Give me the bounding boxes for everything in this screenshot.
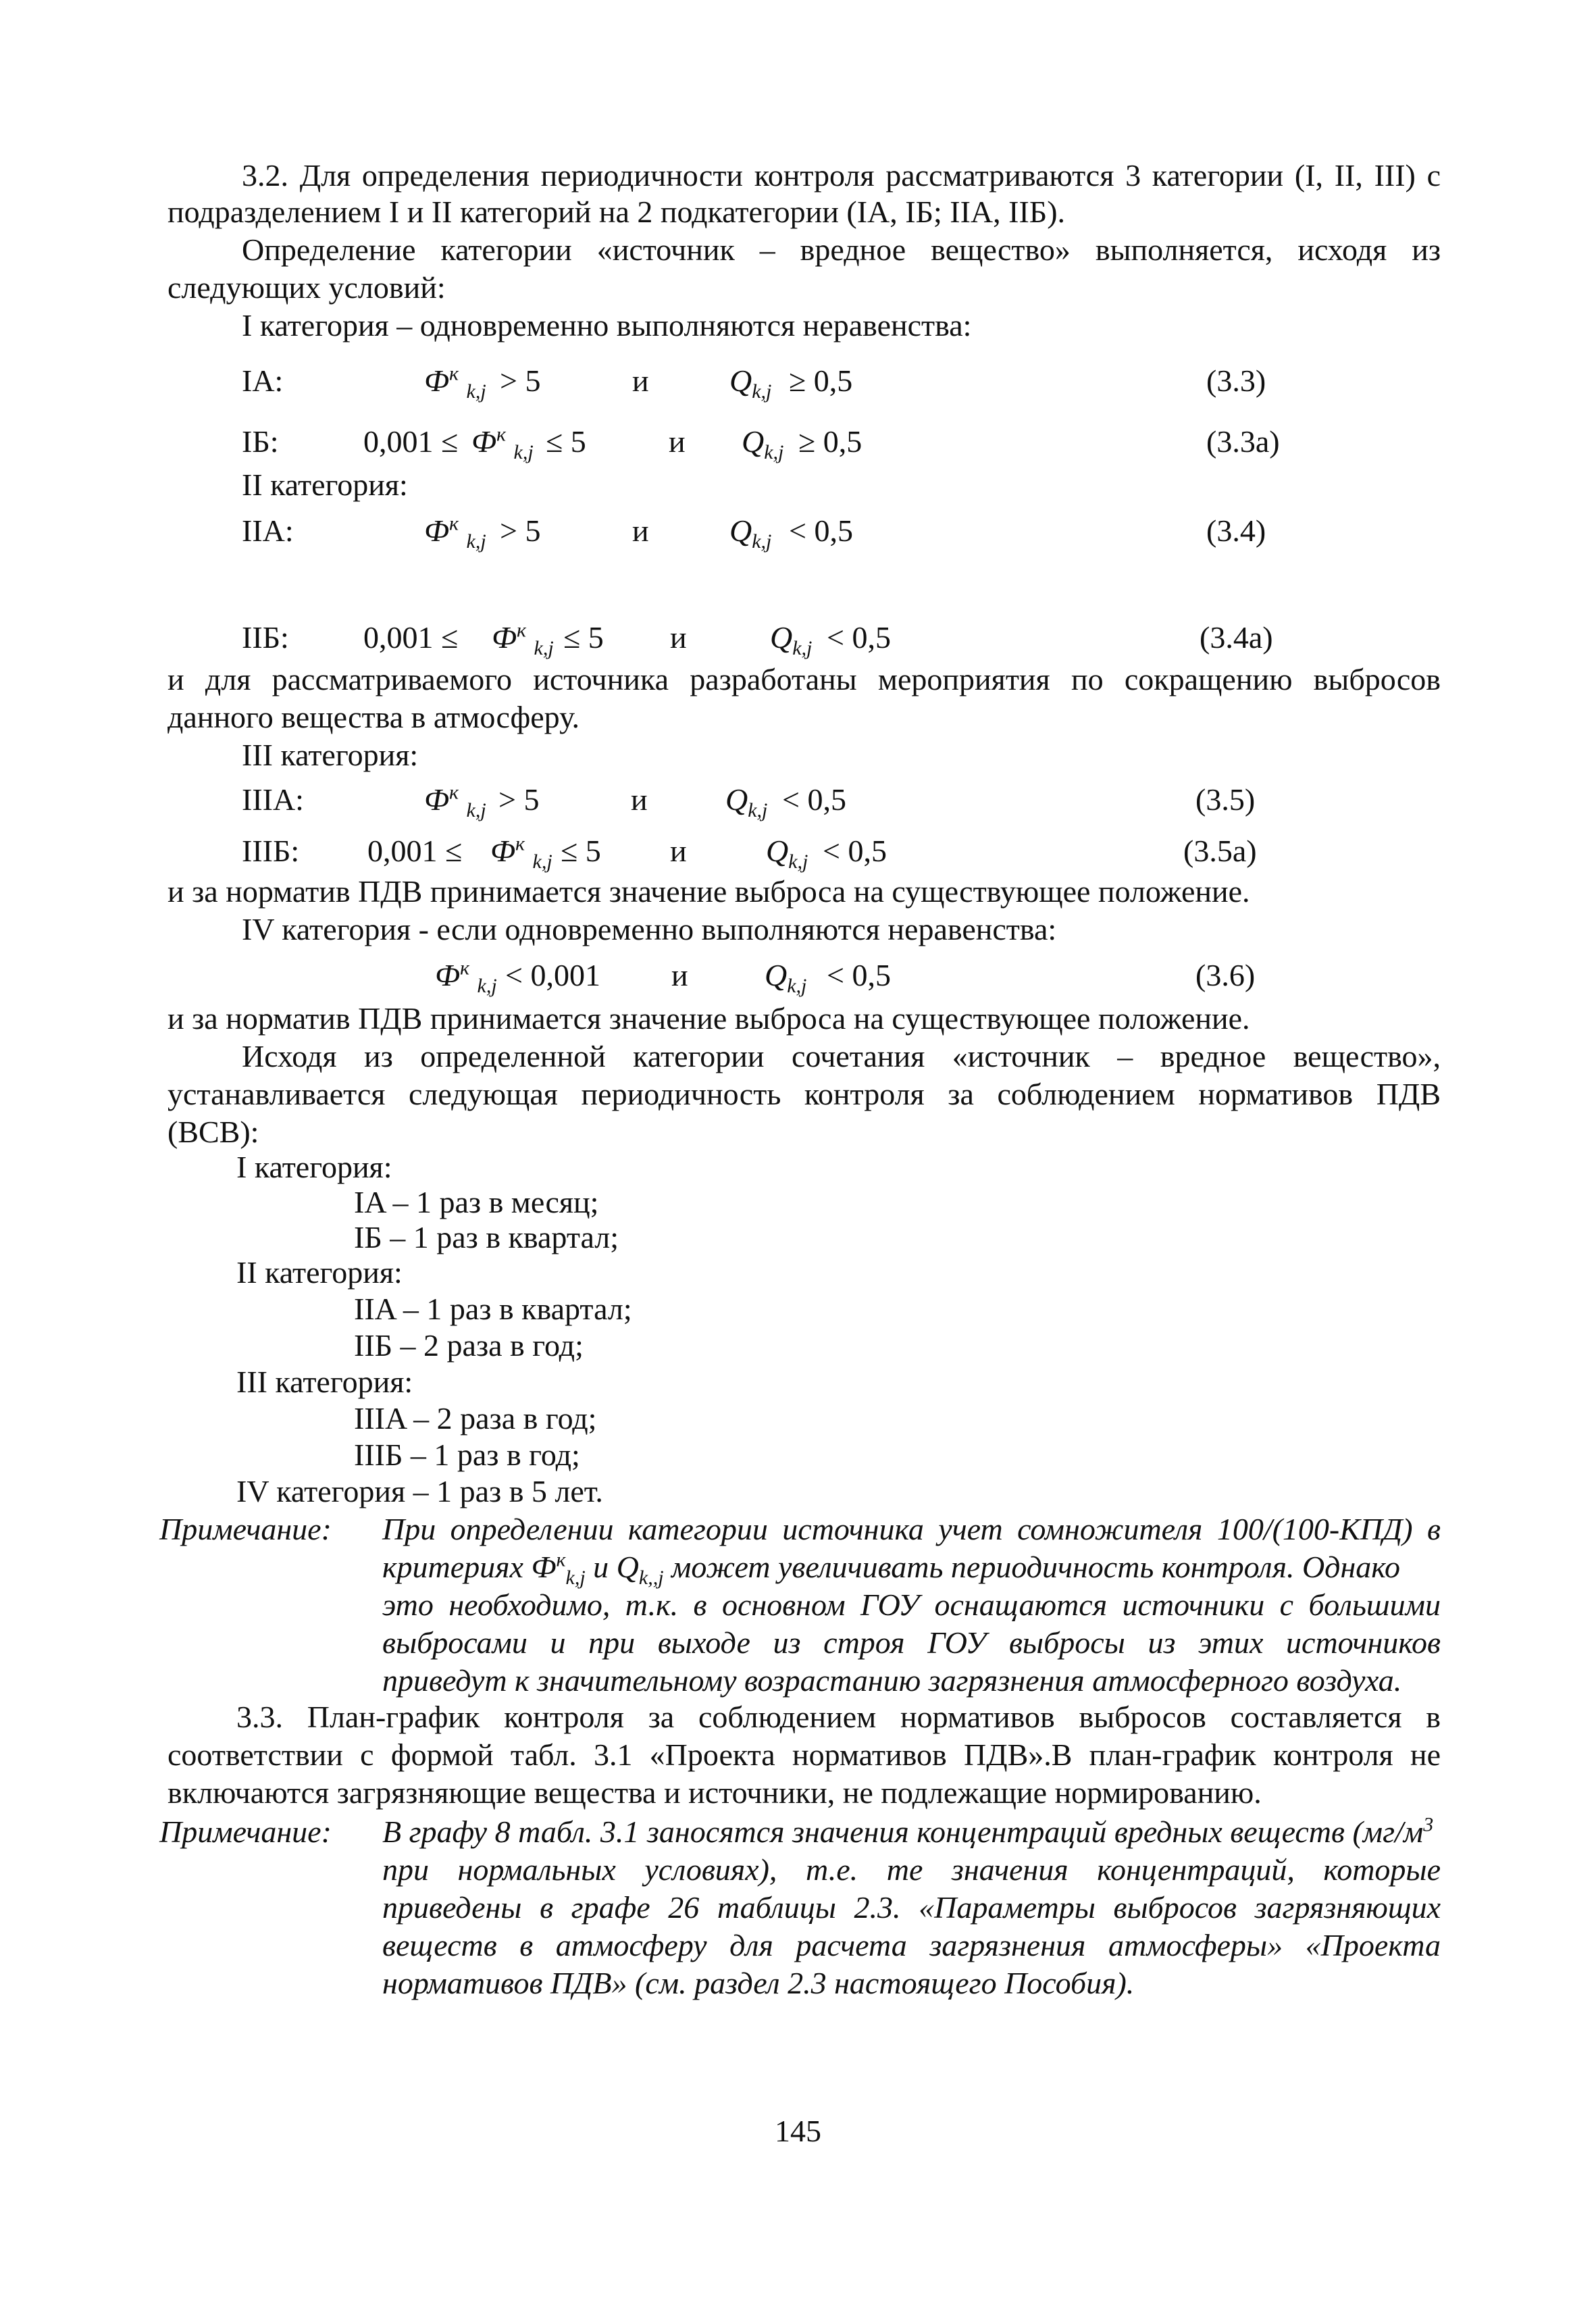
formula-q: $Q_{k,j}$ [729,513,772,553]
formula-q: $Q_{k,j}$ [765,958,807,998]
formula-op2: ≥ 0,5 [789,363,853,398]
section-3-3-line-2: соответствии с формой табл. 3.1 «Проекта нормативов ПДВ».В план-график контроля не [168,1737,1441,1772]
formula-and: и [669,424,686,459]
section-3-3-line-1: 3.3. План-график контроля за соблюдением нормативов выбросов составляется в [236,1700,1441,1734]
note-1-line-2: критериях $Ф^к_{k,j}$ и $Q_{k,,j}$ может увеличивать периодичность контроля. Однако [382,1548,1401,1590]
note-1-line-1: При определении категории источника учет сомножителя 100/(100-КПД) в [382,1512,1441,1546]
periodicity-3a: IIIA – 2 раза в год; [354,1401,597,1435]
category-4-heading: IV категория - если одновременно выполняются неравенства: [242,912,1057,946]
formula-pre: 0,001 ≤ [363,424,459,459]
note-1-line-3: это необходимо, т.к. в основном ГОУ оснащаются источники с большими [382,1587,1441,1622]
formula-label: IIIБ: [242,834,300,868]
formula-and: и [632,363,649,398]
formula-number: (3.3) [1206,363,1266,398]
formula-op2: < 0,5 [827,620,891,655]
note-2-line-2: при нормальных условиях), т.е. те значения концентраций, которые [382,1852,1441,1887]
formula-phi: $Ф^к$ $_{k,j}$ [471,423,534,464]
note-2-line-4: веществ в атмосферу для расчета загрязнения атмосферы» «Проекта [382,1928,1441,1962]
formula-q: $Q_{k,j}$ [742,424,784,464]
periodicity-intro-line-2: устанавливается следующая периодичность контроля за соблюдением нормативов ПДВ [168,1077,1441,1111]
formula-phi: $Ф^к$ $_{k,j}$ [424,512,486,553]
formula-phi: $Ф^к$ $_{k,j}$ [424,362,486,403]
after-formula-3-4a-line-2: данного вещества в атмосферу. [168,700,580,734]
formula-and: и [632,513,649,548]
formula-op1: > 5 [500,363,541,398]
formula-label: IA: [242,363,284,398]
periodicity-category-1: I категория: [236,1150,392,1184]
periodicity-intro-line-3: (ВСВ): [168,1115,259,1149]
formula-label: IБ: [242,424,279,459]
formula-op2: < 0,5 [827,958,891,992]
formula-label: IIБ: [242,620,289,655]
note-1-line-4: выбросами и при выходе из строя ГОУ выбросы из этих источников [382,1625,1441,1660]
section-3-2-line-2: подразделением I и II категорий на 2 подкатегории (IA, IБ; IIA, IIБ). [168,195,1066,229]
note-2-line-1: В графу 8 табл. 3.1 заносятся значения концентраций вредных веществ ($мг/м^3$ [382,1813,1434,1849]
periodicity-2a: IIA – 1 раз в квартал; [354,1292,632,1326]
formula-q: $Q_{k,j}$ [770,620,813,660]
formula-and: и [670,620,687,655]
formula-and: и [631,782,648,817]
category-3-heading: III категория: [242,738,419,772]
section-3-3-line-3: включаются загрязняющие вещества и источники, не подлежащие нормированию. [168,1775,1262,1810]
formula-q: $Q_{k,j}$ [725,782,768,822]
periodicity-2b: IIБ – 2 раза в год; [354,1328,584,1363]
formula-q: $Q_{k,j}$ [729,363,772,403]
note-1-label: Примечание: [159,1512,332,1546]
formula-op1: ≤ 5 [563,620,604,655]
formula-op2: < 0,5 [782,782,846,817]
formula-pre: 0,001 ≤ [363,620,459,655]
page-number: 145 [775,2114,821,2148]
formula-label: IIIA: [242,782,304,817]
formula-pre: 0,001 ≤ [367,834,463,868]
formula-number: (3.6) [1195,958,1256,992]
formula-number: (3.3a) [1206,424,1280,459]
formula-number: (3.4a) [1200,620,1273,655]
formula-label: IIA: [242,513,294,548]
formula-phi: $Ф^к$ $_{k,j}$ [424,781,486,822]
formula-op1: > 5 [500,513,541,548]
formula-number: (3.4) [1206,513,1266,548]
formula-op2: < 0,5 [789,513,853,548]
formula-op1: ≤ 5 [546,424,586,459]
formula-and: и [670,834,687,868]
note-2-label: Примечание: [159,1814,332,1849]
after-formula-3-4a-line-1: и для рассматриваемого источника разработаны мероприятия по сокращению выбросов [168,662,1441,696]
periodicity-category-2: II категория: [236,1255,403,1290]
formula-op1: ≤ 5 [561,834,601,868]
formula-phi: $Ф^к$ $_{k,j}$ [435,957,497,998]
formula-q: $Q_{k,j}$ [766,834,808,873]
periodicity-intro-line-1: Исходя из определенной категории сочетания «источник – вредное вещество», [242,1039,1441,1073]
periodicity-category-4: IV категория – 1 раз в 5 лет. [236,1474,603,1508]
formula-op2: ≥ 0,5 [798,424,863,459]
formula-phi: $Ф^к$ $_{k,j}$ [490,832,552,873]
periodicity-3b: IIIБ – 1 раз в год; [354,1438,580,1472]
formula-op1: > 5 [498,782,540,817]
section-3-2-line-3: Определение категории «источник – вредное вещество» выполняется, исходя из [242,232,1441,267]
section-3-2-line-1: 3.2. Для определения периодичности контроля рассматриваются 3 категории (I, II, III) с [242,158,1441,193]
formula-number: (3.5a) [1183,834,1257,868]
formula-number: (3.5) [1195,782,1256,817]
formula-and: и [671,958,688,992]
after-formula-3-6: и за норматив ПДВ принимается значение выброса на существующее положение. [168,1001,1250,1036]
periodicity-1a: IA – 1 раз в месяц; [354,1185,599,1219]
section-3-2-line-4: следующих условий: [168,270,446,305]
periodicity-category-3: III категория: [236,1365,413,1399]
formula-op2: < 0,5 [823,834,887,868]
periodicity-1b: IБ – 1 раз в квартал; [354,1220,619,1254]
note-2-line-5: нормативов ПДВ» (см. раздел 2.3 настоящего Пособия). [382,1966,1135,2000]
category-2-heading: II категория: [242,467,408,502]
note-2-line-3: приведены в графе 26 таблицы 2.3. «Параметры выбросов загрязняющих [382,1890,1441,1925]
category-1-heading: I категория – одновременно выполняются неравенства: [242,308,972,342]
after-formula-3-5a: и за норматив ПДВ принимается значение выброса на существующее положение. [168,874,1250,909]
formula-phi: $Ф^к$ $_{k,j}$ [492,619,554,660]
note-1-line-5: приведут к значительному возрастанию загрязнения атмосферного воздуха. [382,1663,1402,1698]
formula-op1: < 0,001 [505,958,600,992]
